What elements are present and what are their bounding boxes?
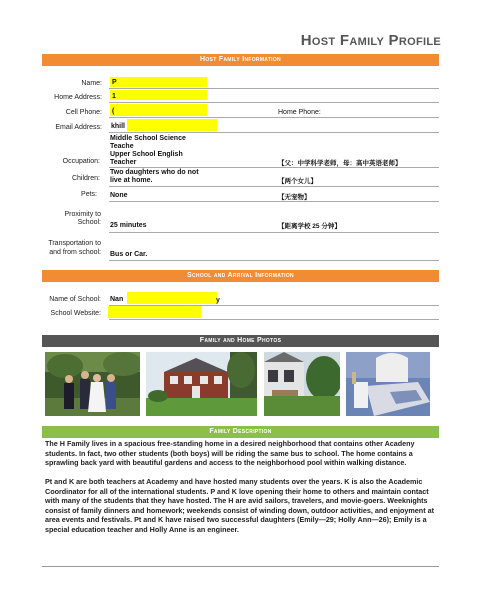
divider — [109, 305, 439, 306]
occupation-line-2: Teache — [110, 143, 134, 150]
school-name-value: Nan — [110, 296, 124, 303]
redaction-highlight — [110, 77, 207, 87]
address-label: Home Address: — [54, 94, 102, 101]
backyard-pool-photo — [264, 352, 340, 416]
email-value: khill — [111, 123, 126, 130]
cell-phone-value: ( — [112, 108, 115, 115]
name-label: Name: — [81, 80, 102, 87]
divider — [109, 102, 439, 103]
school-name-label: Name of School: — [49, 296, 101, 303]
divider — [109, 88, 439, 89]
bedroom-photo — [346, 352, 430, 416]
pets-label: Pets: — [81, 191, 97, 198]
pets-cn: 【无宠物】 — [278, 194, 311, 201]
pets-value: None — [110, 192, 128, 199]
redaction-highlight — [110, 104, 207, 116]
section-header-host-info: Host Family Information — [42, 54, 439, 66]
divider — [109, 117, 439, 118]
email-label: Email Address: — [55, 124, 102, 131]
home-phone-label: Home Phone: — [278, 109, 321, 116]
redaction-highlight — [127, 119, 217, 131]
name-value: P — [112, 79, 117, 86]
children-cn: 【两个女儿】 — [278, 178, 317, 185]
section-header-description: Family Description — [42, 426, 439, 438]
divider — [109, 186, 439, 187]
children-line-1: Two daughters who do not — [110, 169, 199, 176]
footer-divider — [42, 566, 439, 567]
divider — [109, 319, 439, 320]
occupation-label: Occupation: — [62, 158, 100, 165]
divider — [109, 167, 439, 168]
transport-label-1: Transportation to — [48, 240, 101, 247]
cell-phone-label: Cell Phone: — [65, 109, 102, 116]
school-website-label: School Website: — [50, 310, 101, 317]
redaction-highlight — [127, 292, 217, 304]
divider — [109, 232, 439, 233]
children-label: Children: — [71, 175, 100, 182]
section-header-school: School and Arrival Information — [42, 270, 439, 282]
transport-label-2: and from school: — [49, 249, 101, 256]
description-paragraph-2: Pt and K are both teachers at Academy and have hosted many students over the years. K is also the Academic Coordinator for all of the international students. P and K love opening their home to others and maintain contact with many of the students that they have hosted. The H are avid sailors, travelers, and movie-goers. Weeknights consist of family dinners and homework; weekends consist of winding down, outdoor activities, and enjoyment at area events and festivals. Pt and K have raised two successful daughters (Emily—29; Holly Ann—26); Emily is a special education teacher and Holly Anne is an engineer. — [45, 477, 434, 534]
proximity-label-2: School: — [77, 219, 101, 226]
divider — [109, 260, 439, 261]
proximity-cn: 【距离学校 25 分钟】 — [278, 223, 341, 230]
section-header-photos: Family and Home Photos — [42, 335, 439, 347]
children-line-2: live at home. — [110, 177, 153, 184]
divider — [109, 201, 439, 202]
description-paragraph-1: The H Family lives in a spacious free-standing home in a desired neighborhood that contains other Acadeny students. In fact, two other students (both boys) will be riding the same bus to school. The home contains a sprawling back yard with beautiful gardens and access to the neighborhood pool within walking distance. — [45, 439, 415, 468]
occupation-line-1: Middle School Science — [110, 135, 186, 142]
page-title: Host Family Profile — [300, 32, 441, 49]
transport-value: Bus or Car. — [110, 251, 148, 258]
occupation-line-4: Teacher — [110, 159, 137, 166]
school-name-tail: y — [216, 297, 220, 304]
family-portrait-photo — [45, 352, 140, 416]
occupation-line-3: Upper School English — [110, 151, 183, 158]
occupation-cn: 【父：中学科学老师，母：高中英语老师】 — [278, 160, 402, 167]
brick-house-photo — [146, 352, 257, 416]
proximity-value: 25 minutes — [110, 222, 147, 229]
proximity-label-1: Proximity to — [64, 211, 101, 218]
address-value: 1 — [112, 93, 116, 100]
divider — [109, 132, 439, 133]
redaction-highlight — [110, 90, 207, 100]
redaction-highlight — [108, 306, 201, 318]
